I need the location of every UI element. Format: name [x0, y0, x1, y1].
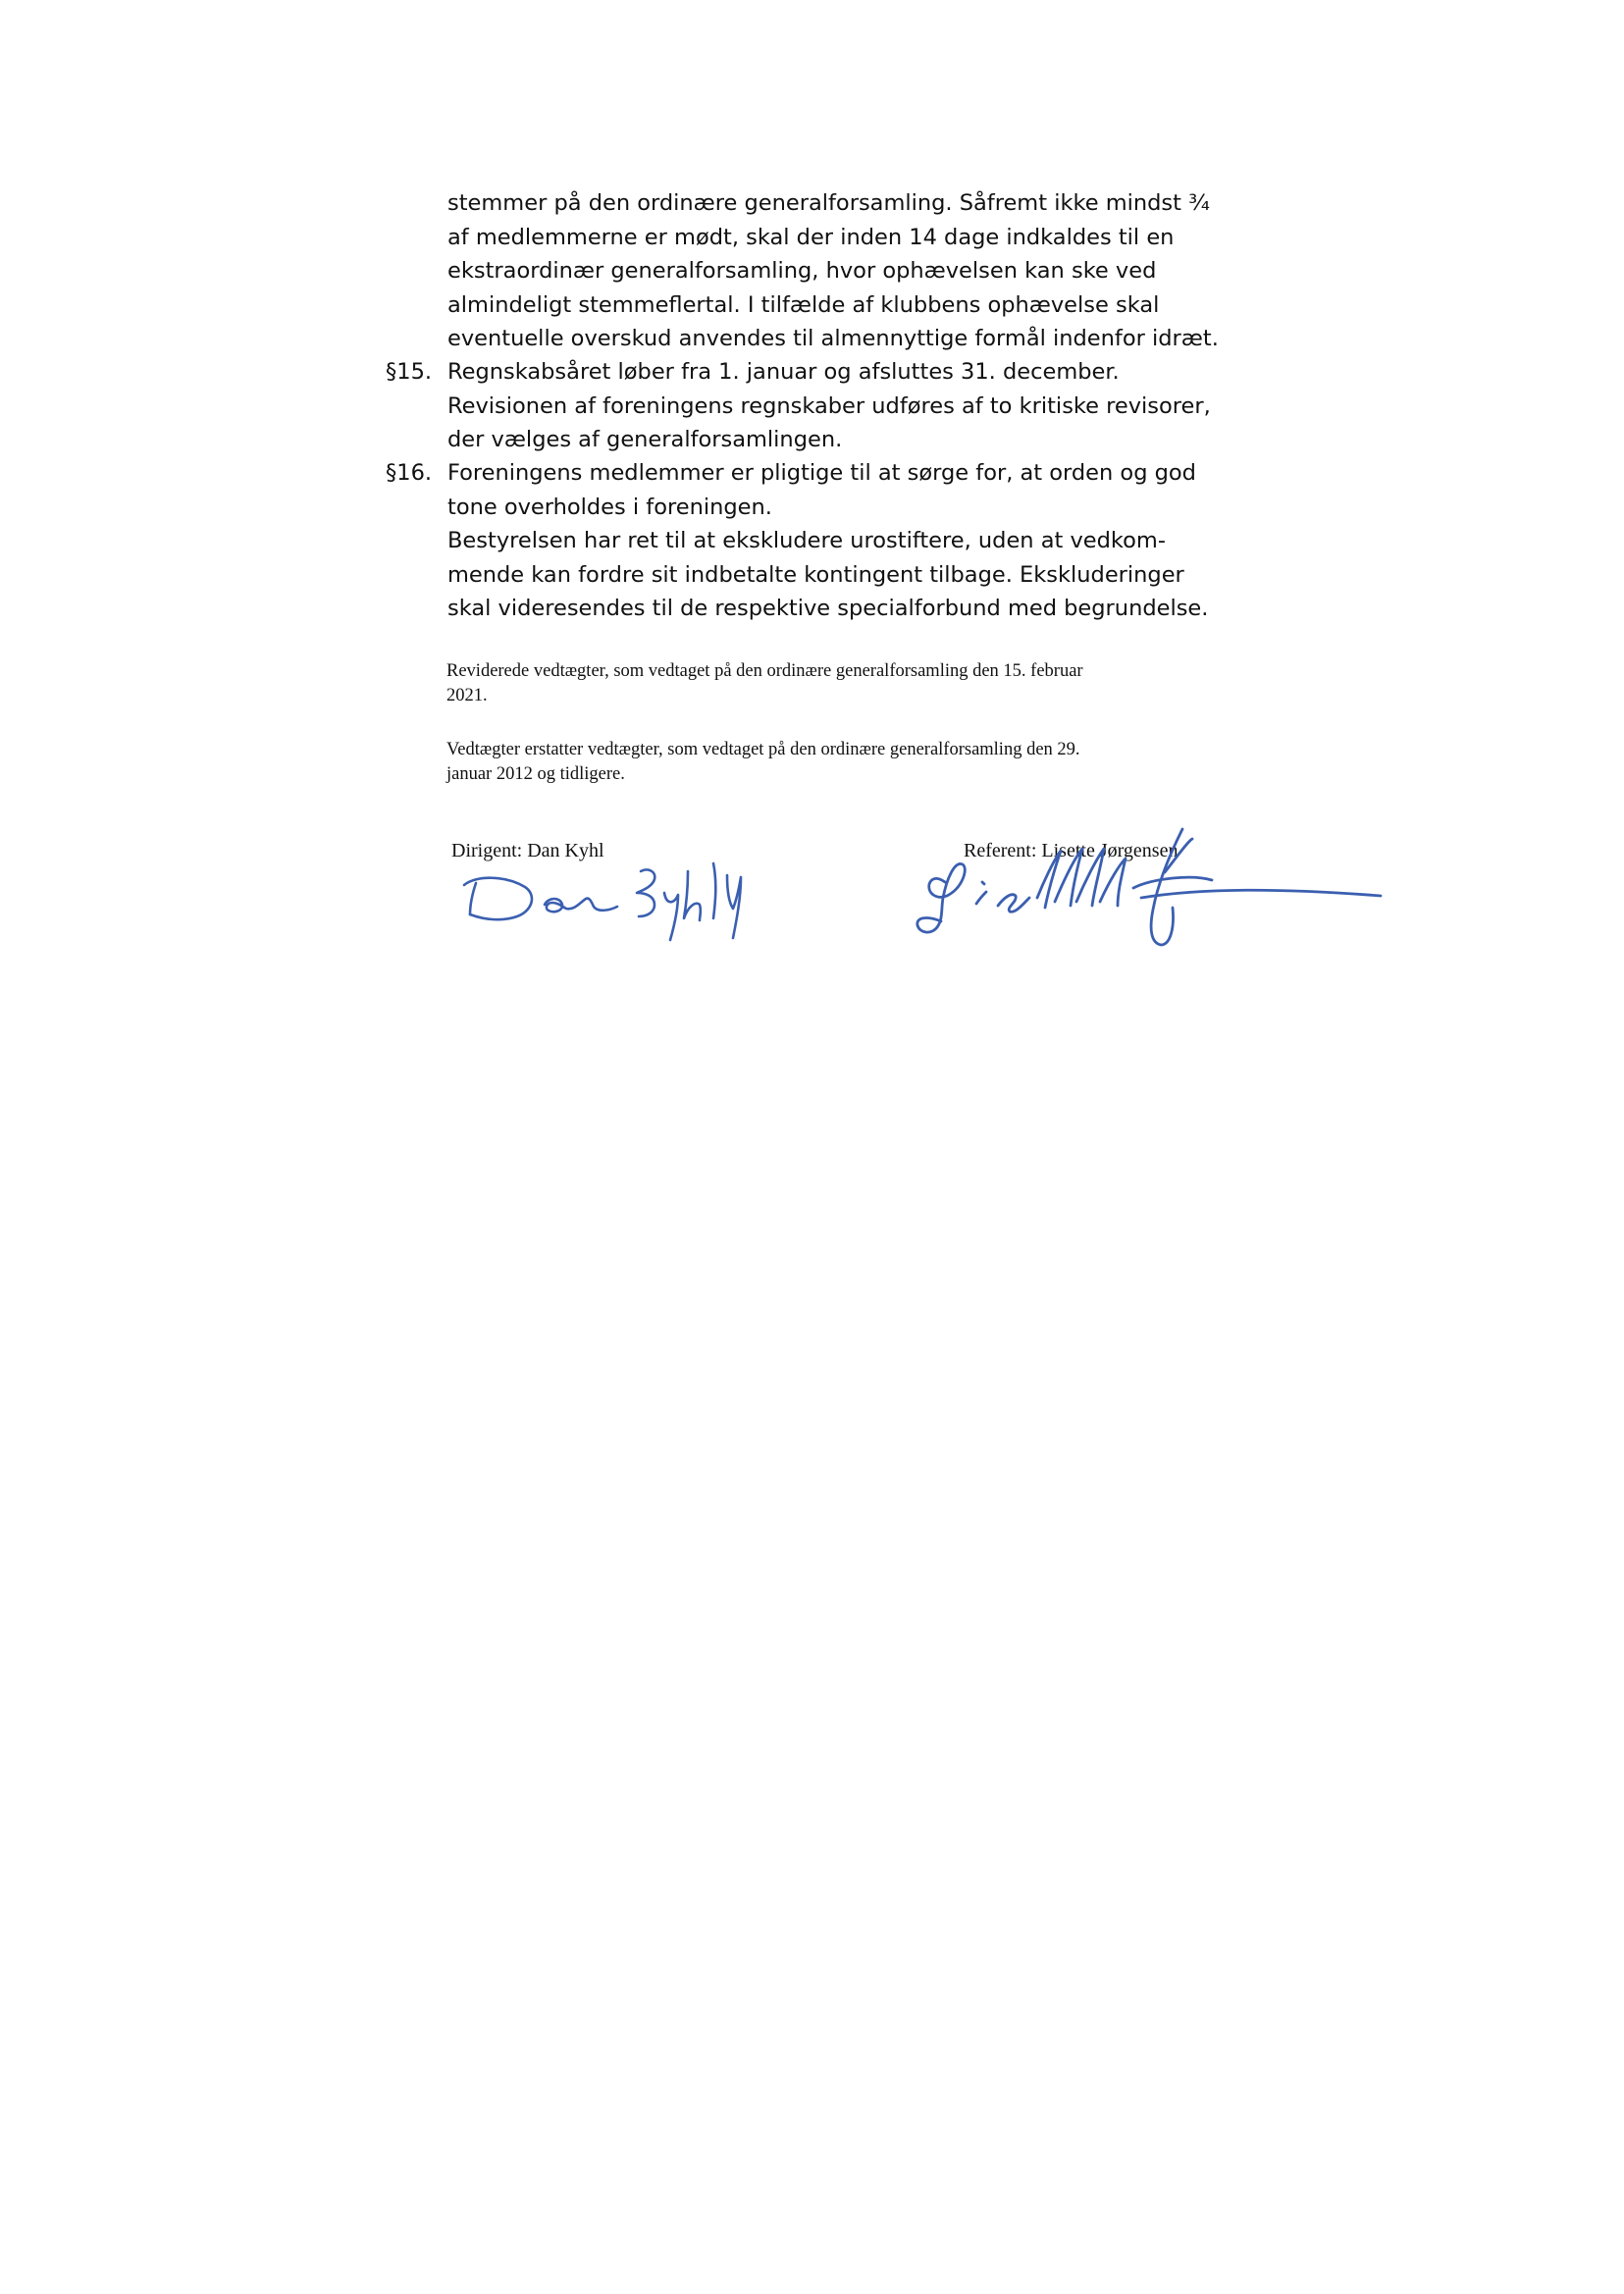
- note-line: januar 2012 og tidligere.: [446, 764, 625, 784]
- referent-signature: [908, 819, 1388, 966]
- section-number: §16.: [386, 460, 433, 486]
- text-line: Regnskabsåret løber fra 1. januar og afsluttes 31. december.: [447, 359, 1120, 385]
- text-line: ekstraordinær generalforsamling, hvor ophævelsen kan ske ved: [447, 258, 1157, 284]
- note-line: Vedtægter erstatter vedtægter, som vedtaget på den ordinære generalforsamling den 29.: [446, 740, 1080, 759]
- note-line: 2021.: [446, 686, 488, 705]
- replacement-note: [446, 738, 1231, 787]
- referent-label: Referent: Lisette Jørgensen: [964, 840, 1179, 861]
- text-line: Foreningens medlemmer er pligtige til at sørge for, at orden og god: [447, 460, 1196, 486]
- text-line: almindeligt stemmeflertal. I tilfælde af klubbens ophævelse skal: [447, 291, 1160, 318]
- dirigent-signature: [446, 854, 770, 962]
- note-line: Reviderede vedtægter, som vedtaget på den ordinære generalforsamling den 15. februar: [446, 661, 1083, 681]
- text-line: eventuelle overskud anvendes til almennyttige formål indenfor idræt.: [447, 326, 1219, 351]
- dirigent-label: Dirigent: Dan Kyhl: [451, 840, 604, 861]
- text-line: af medlemmerne er mødt, skal der inden 14 dage indkaldes til en: [447, 224, 1175, 250]
- text-line: Revisionen af foreningens regnskaber udføres af to kritiske revisorer,: [447, 392, 1211, 419]
- text-line: mende kan fordre sit indbetalte kontingent tilbage. Ekskluderinger: [447, 561, 1184, 588]
- text-line: stemmer på den ordinære generalforsamling. Såfremt ikke mindst ¾: [447, 190, 1210, 216]
- text-line: der vælges af generalforsamlingen.: [447, 427, 843, 452]
- section-14-continuation: [447, 186, 1252, 356]
- section-body: [447, 456, 1272, 626]
- section-number: §15.: [386, 359, 433, 385]
- text-line: tone overholdes i foreningen.: [447, 494, 772, 520]
- text-line: skal videresendes til de respektive specialforbund med begrundelse.: [447, 596, 1209, 621]
- revision-note: [446, 659, 1231, 708]
- section-body: [447, 355, 1272, 457]
- text-line: Bestyrelsen har ret til at ekskludere urostiftere, uden at vedkom-: [447, 528, 1166, 553]
